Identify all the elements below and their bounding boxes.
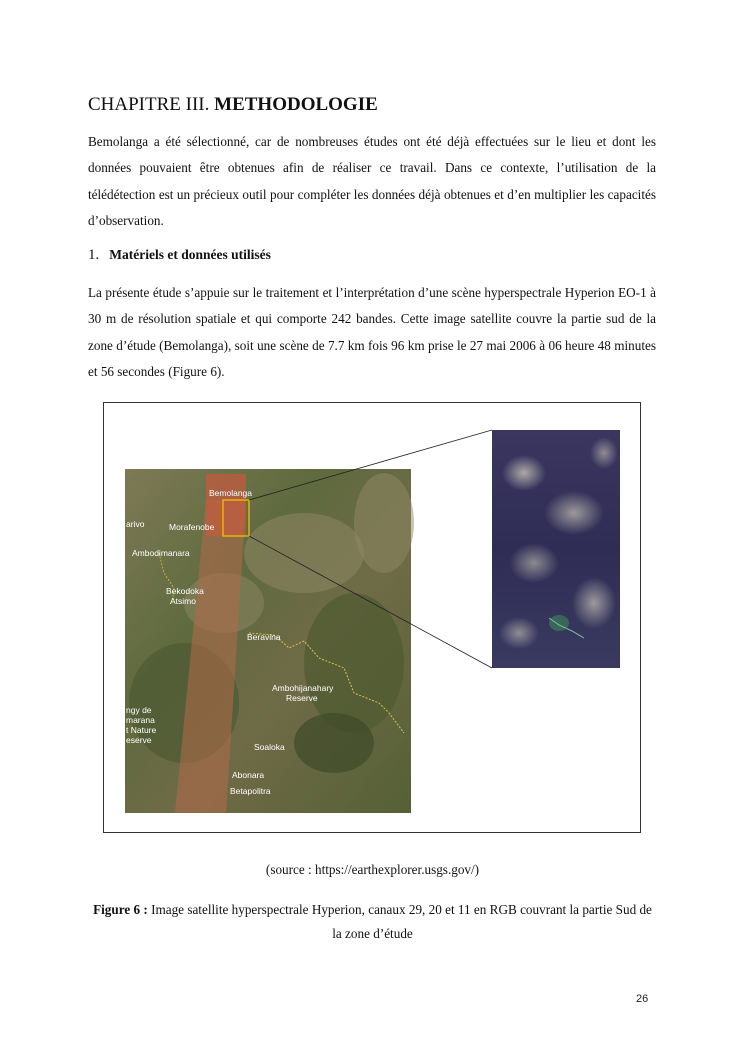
section-label: Matériels et données utilisés	[109, 247, 271, 262]
label-ambohijanahary-2: Reserve	[286, 693, 318, 703]
label-bekodoka-1: Bekodoka	[166, 586, 204, 596]
label-ngy-4: eserve	[126, 735, 152, 745]
label-morafenobe: Morafenobe	[169, 522, 215, 532]
satellite-figure	[104, 403, 642, 834]
chapter-heading	[88, 92, 668, 118]
label-soaloka: Soaloka	[254, 742, 285, 752]
label-ambodimanara: Ambodimanara	[132, 548, 190, 558]
label-arivo: arivo	[126, 519, 145, 529]
label-bemolanga: Bemolanga	[209, 488, 253, 498]
figure-caption	[90, 898, 655, 946]
figure-frame	[103, 402, 641, 833]
label-ngy-1: ngy de	[126, 705, 152, 715]
label-betapolitra: Betapolitra	[230, 786, 271, 796]
label-ngy-2: marana	[126, 715, 155, 725]
label-bekodoka-2: Atsimo	[170, 596, 196, 606]
hyperion-inset	[492, 430, 620, 668]
caption-text: Image satellite hyperspectrale Hyperion, canaux 29, 20 et 11 en RGB couvrant la partie Sud de la zone d’étude	[147, 902, 652, 941]
satellite-map	[125, 469, 414, 813]
page-number: 26	[636, 993, 649, 1005]
section-number: 1.	[88, 247, 100, 263]
intro-paragraph: Bemolanga a été sélectionné, car de nombreuses études ont été déjà effectuées sur le lieu et dont les données pouvaient être obtenues afin de réaliser ce travail. Dans ce contexte, l’utilisation de la télédétection est un précieux outil pour compléter les données déjà obtenues et d’en multiplier les capacités d’observation.	[88, 134, 656, 228]
chapter-title: METHODOLOGIE	[214, 94, 378, 115]
label-ngy-3: t Nature	[126, 725, 157, 735]
label-ambohijanahary-1: Ambohijanahary	[272, 683, 334, 693]
section-heading	[88, 244, 271, 266]
label-abonara: Abonara	[232, 770, 265, 780]
data-paragraph: La présente étude s’appuie sur le traitement et l’interprétation d’une scène hyperspectrale Hyperion EO-1 à 30 m de résolution spatiale et qui comporte 242 bandes. Cette image satellite couvre la partie sud de la zone d’étude (Bemolanga), soit une scène de 7.7 km fois 96 km prise le 27 mai 2006 à 06 heure 48 minutes et 56 secondes (Figure 6).	[88, 285, 656, 379]
chapter-prefix: CHAPITRE III.	[88, 94, 210, 115]
caption-label: Figure 6 :	[93, 902, 148, 917]
label-beravina: Beravina	[247, 632, 281, 642]
figure-source: (source : https://earthexplorer.usgs.gov/)	[265, 862, 480, 877]
